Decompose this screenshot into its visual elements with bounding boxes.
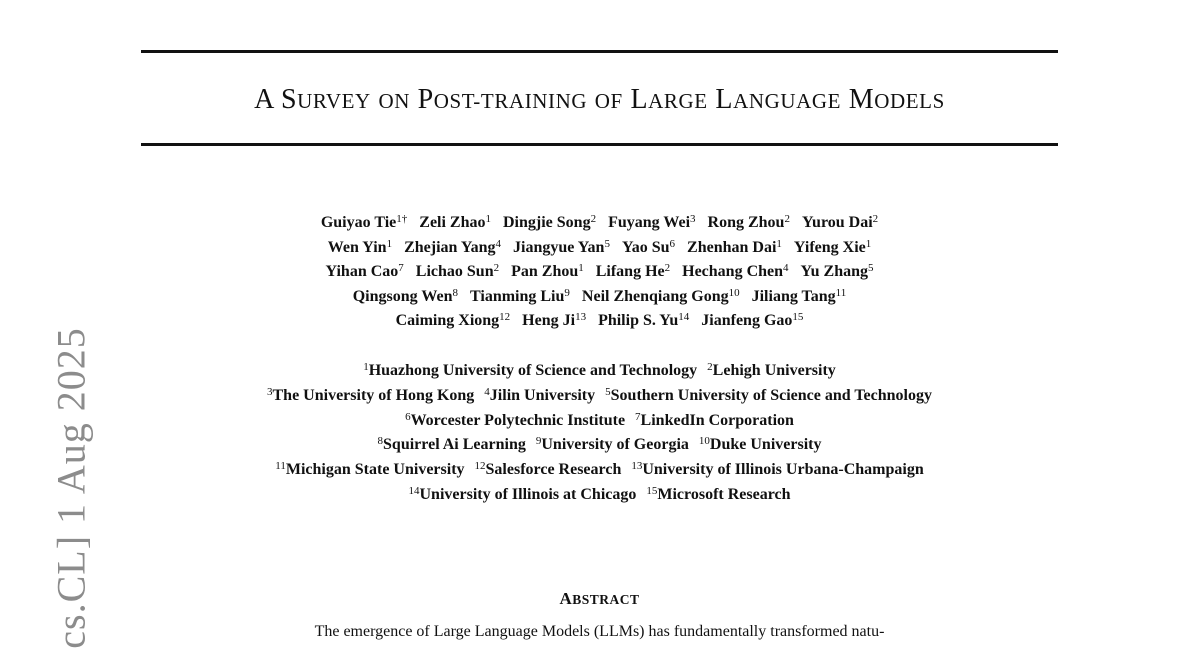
affiliation-marker: 15 (646, 484, 658, 497)
affiliation (631, 461, 923, 478)
affiliation-name: Worcester Polytechnic Institute (410, 411, 626, 429)
author-affiliation-marker: 5 (604, 237, 610, 250)
author (608, 214, 695, 231)
author-affiliation-marker: 9 (564, 286, 570, 299)
title-word-rest: OF (594, 89, 623, 113)
affiliation-name: Squirrel Ai Learning (383, 436, 526, 454)
author-name: Yifeng Xie (793, 238, 866, 256)
affiliation-line (141, 384, 1058, 409)
affiliation-marker: 14 (408, 484, 420, 497)
affiliation-marker: 12 (474, 460, 486, 473)
affiliation-name: Michigan State University (285, 461, 465, 479)
affiliation-name: Salesforce Research (485, 461, 622, 479)
author-affiliation-marker: 6 (669, 237, 676, 250)
author-affiliation-marker: 8 (452, 286, 458, 299)
author-name: Zhejian Yang (404, 238, 496, 256)
author (416, 263, 499, 280)
author-name: Jiangyue Yan (513, 238, 605, 256)
affiliation-list (141, 359, 1058, 508)
author-list (141, 211, 1058, 334)
author-name: Philip S. Yu (598, 312, 679, 329)
author-affiliation-marker: 1 (578, 262, 584, 274)
affiliation-marker: 7 (635, 410, 641, 423)
author-affiliation-marker: 15 (792, 311, 804, 323)
affiliation-name: University of Illinois at Chicago (419, 485, 637, 503)
author (353, 288, 458, 305)
author-name: Qingsong Wen (352, 287, 453, 305)
author (752, 288, 847, 305)
author-name: Yurou Dai (801, 214, 873, 231)
author-affiliation-marker: 2 (784, 213, 790, 225)
affiliation-line (141, 409, 1058, 434)
affiliation-marker: 9 (535, 435, 542, 448)
author-name: Pan Zhou (511, 263, 579, 280)
title-word-initial: L (630, 84, 649, 115)
author (596, 263, 670, 280)
author (404, 239, 501, 256)
affiliation (605, 387, 932, 404)
author (582, 288, 740, 305)
title-word-rest: URVEY (297, 89, 371, 113)
author-name: Jianfeng Gao (701, 312, 793, 329)
author-affiliation-marker: 1 (776, 237, 782, 250)
author-name: Rong Zhou (707, 214, 785, 231)
author-name: Lifang He (595, 263, 665, 280)
paper-title (141, 84, 1058, 116)
affiliation-name: University of Georgia (541, 436, 689, 454)
author-affiliation-marker: 13 (575, 311, 587, 323)
title-word-initial: P (417, 84, 434, 115)
author (687, 239, 782, 256)
abstract-heading-initial: A (559, 589, 573, 608)
title-word-initial: M (848, 84, 875, 115)
author-name: Tianming Liu (469, 287, 565, 305)
author-affiliation-marker: 1† (396, 213, 408, 225)
author (503, 214, 596, 231)
affiliation (646, 486, 790, 503)
abstract-heading-rest: BSTRACT (572, 592, 640, 607)
title-rule-bottom (141, 143, 1058, 146)
title-word (418, 84, 588, 115)
author-affiliation-marker: 2 (872, 213, 879, 225)
affiliation (405, 412, 625, 429)
author-affiliation-marker: 1 (485, 213, 491, 225)
author (522, 312, 586, 329)
affiliation-name: Duke University (709, 436, 822, 454)
affiliation (275, 461, 464, 478)
affiliation-name: The University of Hong Kong (272, 386, 475, 404)
title-word (254, 84, 273, 115)
author-affiliation-marker: 3 (690, 213, 696, 225)
author-line (141, 236, 1058, 261)
affiliation-name: Jilin University (489, 386, 596, 404)
author-affiliation-marker: 2 (664, 262, 671, 274)
affiliation (699, 436, 822, 453)
author (470, 288, 570, 305)
affiliation-marker: 3 (267, 385, 273, 398)
title-word (595, 84, 623, 115)
title-word (715, 84, 841, 115)
affiliation-marker: 1 (363, 361, 369, 373)
author-affiliation-marker: 4 (783, 262, 789, 274)
affiliation (707, 362, 836, 379)
author (513, 239, 610, 256)
affiliation (536, 436, 689, 453)
affiliation-name: Huazhong University of Science and Technology (368, 362, 698, 379)
affiliation-line (141, 359, 1058, 384)
affiliation-marker: 5 (605, 385, 611, 398)
title-word-rest: ODELS (874, 89, 945, 113)
affiliation-line (141, 483, 1058, 508)
arxiv-stamp: cs.CL] 1 Aug 2025 (48, 327, 94, 649)
title-word-rest: ANGUAGE (733, 89, 842, 113)
affiliation (408, 486, 636, 503)
author (396, 312, 511, 329)
affiliation-name: Lehigh University (712, 362, 836, 379)
author-affiliation-marker: 7 (398, 262, 404, 274)
affiliation (363, 362, 697, 379)
abstract-heading (141, 589, 1058, 609)
author-line (141, 309, 1058, 334)
abstract-first-line: The emergence of Large Language Models (LLMs) has fundamentally transformed natu- (314, 623, 885, 640)
author-affiliation-marker: 10 (728, 286, 740, 299)
author (598, 312, 689, 329)
author (801, 263, 874, 280)
author-line (141, 211, 1058, 236)
affiliation-marker: 2 (707, 361, 713, 373)
author-name: Caiming Xiong (395, 312, 500, 329)
author-line (141, 285, 1058, 310)
author (794, 239, 871, 256)
author-name: Zhenhan Dai (687, 238, 777, 256)
author-affiliation-marker: 2 (493, 262, 500, 274)
author (802, 214, 878, 231)
title-word (630, 84, 707, 115)
author-affiliation-marker: 1 (865, 237, 872, 250)
author-affiliation-marker: 12 (499, 311, 511, 323)
author (511, 263, 584, 280)
author-name: Yu Zhang (800, 263, 868, 280)
title-word (281, 84, 371, 115)
author-name: Hechang Chen (682, 263, 784, 280)
author (328, 239, 392, 256)
author-name: Fuyang Wei (608, 214, 691, 231)
title-word (849, 84, 945, 115)
author-affiliation-marker: 2 (590, 213, 597, 225)
title-word-rest: ARGE (648, 89, 708, 113)
author (682, 263, 788, 280)
author (326, 263, 404, 280)
author-name: Jiliang Tang (751, 287, 836, 305)
author-name: Wen Yin (327, 238, 387, 256)
affiliation-name: LinkedIn Corporation (640, 411, 794, 429)
author (708, 214, 790, 231)
affiliation-name: Microsoft Research (657, 485, 791, 503)
title-rule-top (141, 50, 1058, 53)
author (321, 214, 407, 231)
author-name: Lichao Sun (415, 263, 494, 280)
title-word-rest: OST-TRAINING (433, 89, 588, 113)
author-name: Dingjie Song (503, 214, 591, 231)
author-name: Yihan Cao (325, 263, 399, 280)
affiliation-marker: 6 (405, 410, 411, 423)
title-word-initial: A (254, 84, 274, 115)
author-affiliation-marker: 11 (835, 286, 847, 299)
title-word-initial: L (715, 84, 734, 115)
title-word-rest: ON (378, 89, 410, 113)
author-name: Neil Zhenqiang Gong (581, 287, 729, 305)
affiliation-line (141, 458, 1058, 483)
affiliation-marker: 10 (698, 435, 710, 448)
author-name: Guiyao Tie (320, 214, 397, 231)
author-affiliation-marker: 4 (495, 237, 502, 250)
author-affiliation-marker: 5 (867, 262, 874, 274)
title-word-initial: S (280, 84, 298, 115)
affiliation-line (141, 433, 1058, 458)
author-affiliation-marker: 14 (678, 311, 690, 323)
author-name: Yao Su (621, 238, 670, 256)
affiliation-name: University of Illinois Urbana-Champaign (642, 461, 924, 479)
affiliation-marker: 4 (484, 385, 490, 398)
affiliation-marker: 8 (377, 435, 384, 448)
affiliation (267, 387, 474, 404)
affiliation-marker: 13 (631, 460, 643, 473)
author (419, 214, 491, 231)
title-word (378, 84, 410, 115)
author (622, 239, 675, 256)
affiliation (484, 387, 595, 404)
author-name: Zeli Zhao (419, 214, 486, 231)
affiliation-marker: 11 (275, 460, 286, 473)
affiliation-name: Southern University of Science and Technology (610, 386, 932, 404)
author-affiliation-marker: 1 (386, 237, 393, 250)
author (701, 312, 803, 329)
affiliation (635, 412, 794, 429)
affiliation (378, 436, 526, 453)
affiliation (475, 461, 622, 478)
author-line (141, 260, 1058, 285)
author-name: Heng Ji (522, 312, 576, 329)
